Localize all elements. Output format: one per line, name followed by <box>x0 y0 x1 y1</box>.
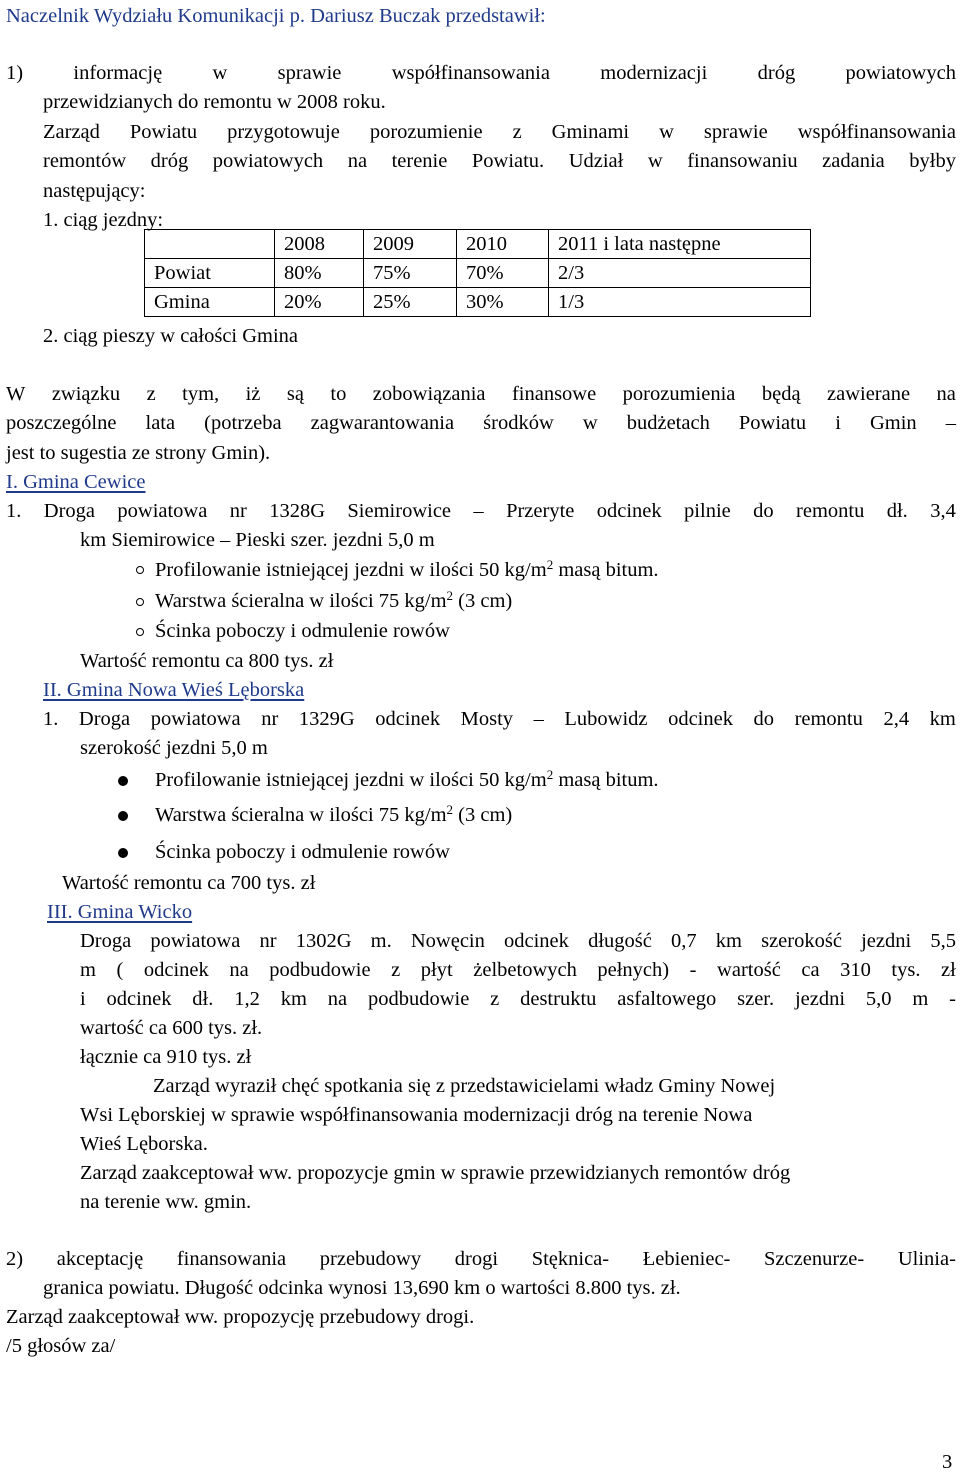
word: destruktu <box>520 988 597 1010</box>
page-number: 3 <box>942 1451 953 1473</box>
zarzad1-line3: Wieś Lęborska. <box>80 1133 208 1155</box>
percentage-table <box>144 229 811 317</box>
word: W <box>6 383 26 405</box>
word: powiatowa <box>150 708 241 730</box>
word: Gminami <box>551 121 630 143</box>
gmina1-bullet1: Profilowanie istniejącej jezdni w ilości 50 $kg/m^2$ masą bitum. <box>155 557 659 581</box>
item2-line1 <box>6 1249 956 1270</box>
word: jezdni <box>861 930 912 952</box>
gmina2-heading: II. Gmina Nowa Wieś Lęborska <box>43 679 305 701</box>
word: Udział <box>568 150 624 172</box>
gmina2-value: Wartość remontu ca 700 tys. zł <box>62 872 316 894</box>
word: w <box>212 62 228 84</box>
word: Mosty <box>460 708 514 730</box>
word: Powiatu <box>129 121 198 143</box>
word: terenie <box>391 150 448 172</box>
word: do <box>753 708 775 730</box>
word: Gmin <box>869 412 917 434</box>
word: 3,4 <box>930 500 956 522</box>
word: zawierane <box>827 383 911 405</box>
word: - <box>949 988 956 1010</box>
word: Łebieniec- <box>642 1248 731 1270</box>
table-cell: 70% <box>457 259 549 288</box>
word: m <box>80 959 96 981</box>
zarzad1-line2: Wsi Lęborskiej w sprawie współfinansowania modernizacji dróg na terenie Nowa <box>80 1104 753 1126</box>
bullet-dot-icon <box>118 776 128 786</box>
word: Droga <box>80 930 132 952</box>
item1-sub2: 2. ciąg pieszy w całości Gmina <box>43 325 299 347</box>
word: przebudowy <box>319 1248 422 1270</box>
header-line: Naczelnik Wydziału Komunikacji p. Dariusz Buczak przedstawił: <box>6 5 546 27</box>
word: budżetach <box>626 412 710 434</box>
word: zadania <box>822 150 885 172</box>
word: Zarząd <box>43 121 100 143</box>
table-row <box>145 259 811 288</box>
word: Powiatu. <box>471 150 545 172</box>
word: dróg <box>757 62 796 84</box>
word: Stęknica- <box>531 1248 610 1270</box>
word: remontu <box>794 708 863 730</box>
gmina3-line1 <box>80 931 956 952</box>
word: 5,0 <box>865 988 892 1010</box>
word: lata <box>145 412 176 434</box>
table-cell: 80% <box>275 259 364 288</box>
word: – <box>473 500 484 522</box>
word: w <box>582 412 598 434</box>
word: odcinek <box>106 988 172 1010</box>
gmina2-bullet1: Profilowanie istniejącej jezdni w ilości 50 $kg/m^2$ masą bitum. <box>155 767 659 791</box>
word: Lubowidz <box>564 708 648 730</box>
word: sprawie <box>277 62 342 84</box>
word: płyt <box>420 959 453 981</box>
word: porozumienie <box>369 121 483 143</box>
word: na <box>327 988 348 1010</box>
table-header-row <box>145 230 811 259</box>
word: m. <box>370 930 392 952</box>
gmina2-line1 <box>43 709 956 730</box>
word: odcinek <box>375 708 441 730</box>
word: - <box>689 959 697 981</box>
gmina3-heading: III. Gmina Wicko <box>47 901 193 923</box>
gmina1-bullet3: Ścinka poboczy i odmulenie rowów <box>155 620 450 642</box>
item2-line2: granica powiatu. Długość odcinka wynosi 13,690 km o wartości 8.800 tys. zł. <box>43 1277 681 1299</box>
bullet-circle-icon <box>136 566 144 574</box>
word: wartość <box>717 959 781 981</box>
bullet-circle-icon <box>136 628 144 636</box>
word: (potrzeba <box>204 412 282 434</box>
word: będą <box>761 383 801 405</box>
word: remontu <box>796 500 865 522</box>
word: są <box>286 383 304 405</box>
word: porozumienia <box>622 383 736 405</box>
word: Szczenurze- <box>764 1248 865 1270</box>
word: z <box>512 121 522 143</box>
table-cell: 20% <box>275 288 364 317</box>
gmina3-line5: łącznie ca 910 tys. zł <box>80 1046 252 1068</box>
word: 1302G <box>295 930 352 952</box>
word: z <box>490 988 500 1010</box>
item1-line5: następujący: <box>43 180 146 202</box>
word: środków <box>483 412 554 434</box>
word: 1) <box>6 62 24 84</box>
zarzad2-line1: Zarząd zaakceptował ww. propozycje gmin w sprawie przewidzianych remontów dróg <box>80 1162 791 1184</box>
word: 2) <box>6 1248 24 1270</box>
word: finansowaniu <box>687 150 798 172</box>
word: 5,5 <box>930 930 956 952</box>
table-cell: 30% <box>457 288 549 317</box>
word: akceptację <box>56 1248 144 1270</box>
word: związku <box>51 383 121 405</box>
word: m <box>912 988 929 1010</box>
word: 310 <box>840 959 871 981</box>
word: nr <box>261 708 279 730</box>
word: zagwarantowania <box>310 412 455 434</box>
word: na <box>936 383 956 405</box>
word: szerokość <box>761 930 842 952</box>
word: przygotowuje <box>227 121 340 143</box>
word: Powiatu <box>738 412 807 434</box>
word: 1328G <box>269 500 326 522</box>
bullet-circle-icon <box>136 598 144 606</box>
word: Ulinia- <box>897 1248 956 1270</box>
word: dł. <box>192 988 214 1010</box>
word: w <box>647 150 663 172</box>
word: remontów <box>43 150 127 172</box>
word: dł. <box>886 500 908 522</box>
word: powiatowych <box>212 150 324 172</box>
table-header-cell: 2009 <box>364 230 457 259</box>
word: km <box>929 708 956 730</box>
word: odcinek <box>668 708 733 730</box>
word: byłby <box>909 150 956 172</box>
bullet-dot-icon <box>118 848 128 858</box>
table-header-cell: 2008 <box>275 230 364 259</box>
word: odcinek <box>596 500 662 522</box>
table-cell: 75% <box>364 259 457 288</box>
word: powiatowych <box>845 62 956 84</box>
word: 1329G <box>298 708 355 730</box>
word: z <box>146 383 156 405</box>
item1-sub1: 1. ciąg jezdny: <box>43 209 164 231</box>
table-header-cell: 2011 i lata następne <box>549 230 811 259</box>
word: km <box>280 988 307 1010</box>
item2-line4: /5 głosów za/ <box>6 1335 116 1357</box>
word: – <box>945 412 956 434</box>
word: w <box>659 121 674 143</box>
table-row <box>145 288 811 317</box>
word: zobowiązania <box>372 383 486 405</box>
gmina2-bullet2: Warstwa ścieralna w ilości 75 $kg/m^2$ (3 cm) <box>155 802 513 826</box>
word: nr <box>229 500 247 522</box>
word: km <box>715 930 742 952</box>
word: poszczególne <box>6 412 117 434</box>
gmina3-line3 <box>80 989 956 1010</box>
word: 1. <box>43 708 59 730</box>
item1-line2: przewidzianych do remontu w 2008 roku. <box>43 91 386 113</box>
word: 0,7 <box>670 930 697 952</box>
gmina3-line2 <box>80 960 956 981</box>
bullet-dot-icon <box>118 811 128 821</box>
table-cell: Gmina <box>145 288 275 317</box>
word: powiatowa <box>117 500 208 522</box>
word: Droga <box>78 708 131 730</box>
item1-line3 <box>43 122 956 143</box>
word: asfaltowego <box>617 988 717 1010</box>
gmina1-line2: km Siemirowice – Pieski szer. jezdni 5,0 m <box>80 529 435 551</box>
word: Siemirowice <box>347 500 452 522</box>
word: na <box>347 150 368 172</box>
word: dróg <box>150 150 189 172</box>
table-cell: 25% <box>364 288 457 317</box>
word: szer. <box>737 988 775 1010</box>
word: powiatowa <box>150 930 241 952</box>
gmina1-heading: I. Gmina Cewice <box>6 471 146 493</box>
table-cell: 2/3 <box>549 259 811 288</box>
para-line2 <box>6 413 956 434</box>
word: współfinansowania <box>391 62 550 84</box>
word: tym, <box>182 383 220 405</box>
table-header-cell <box>145 230 275 259</box>
word: finansowania <box>176 1248 287 1270</box>
zarzad1-line1: Zarząd wyraził chęć spotkania się z przedstawicielami władz Gminy Nowej <box>153 1075 776 1097</box>
item1-line4 <box>43 151 956 172</box>
para-line1 <box>6 384 956 405</box>
word: podbudowie <box>269 959 371 981</box>
word: podbudowie <box>367 988 470 1010</box>
word: z <box>391 959 401 981</box>
word: to <box>330 383 347 405</box>
word: Nowęcin <box>410 930 485 952</box>
word: finansowe <box>511 383 597 405</box>
word: odcinek <box>143 959 209 981</box>
word: sprawie <box>703 121 768 143</box>
word: ca <box>801 959 820 981</box>
word: nr <box>259 930 277 952</box>
word: pełnych) <box>597 959 670 981</box>
word: pilnie <box>684 500 731 522</box>
word: żelbetowych <box>473 959 577 981</box>
word: 1. <box>6 500 22 522</box>
gmina1-bullet2: Warstwa ścieralna w ilości 75 $kg/m^2$ (3 cm) <box>155 588 513 612</box>
item1-line1 <box>6 63 956 84</box>
word: odcinek <box>504 930 569 952</box>
word: drogi <box>454 1248 499 1270</box>
zarzad2-line2: na terenie ww. gmin. <box>80 1191 252 1213</box>
word: Droga <box>43 500 95 522</box>
word: 1,2 <box>234 988 260 1010</box>
word: iż <box>245 383 261 405</box>
word: na <box>229 959 249 981</box>
table-header-cell: 2010 <box>457 230 549 259</box>
gmina2-line2: szerokość jezdni 5,0 m <box>80 737 268 759</box>
word: informację <box>73 62 163 84</box>
word: Przeryte <box>506 500 575 522</box>
word: i <box>80 988 86 1010</box>
word: do <box>753 500 774 522</box>
gmina3-line4: wartość ca 600 tys. zł. <box>80 1017 263 1039</box>
gmina1-value: Wartość remontu ca 800 tys. zł <box>80 650 334 672</box>
table-cell: 1/3 <box>549 288 811 317</box>
item2-line3: Zarząd zaakceptował ww. propozycję przebudowy drogi. <box>6 1306 475 1328</box>
word: tys. <box>891 959 921 981</box>
word: jezdni <box>794 988 846 1010</box>
word: ( <box>116 959 124 981</box>
table-cell: Powiat <box>145 259 275 288</box>
word: i <box>835 412 841 434</box>
word: zł <box>941 959 956 981</box>
para-line3: jest to sugestia ze strony Gmin). <box>6 442 271 464</box>
word: długość <box>588 930 652 952</box>
word: 2,4 <box>883 708 910 730</box>
word: – <box>533 708 544 730</box>
word: współfinansowania <box>797 121 956 143</box>
word: modernizacji <box>600 62 708 84</box>
gmina2-bullet3: Ścinka poboczy i odmulenie rowów <box>155 841 450 863</box>
gmina1-line1 <box>6 501 956 522</box>
